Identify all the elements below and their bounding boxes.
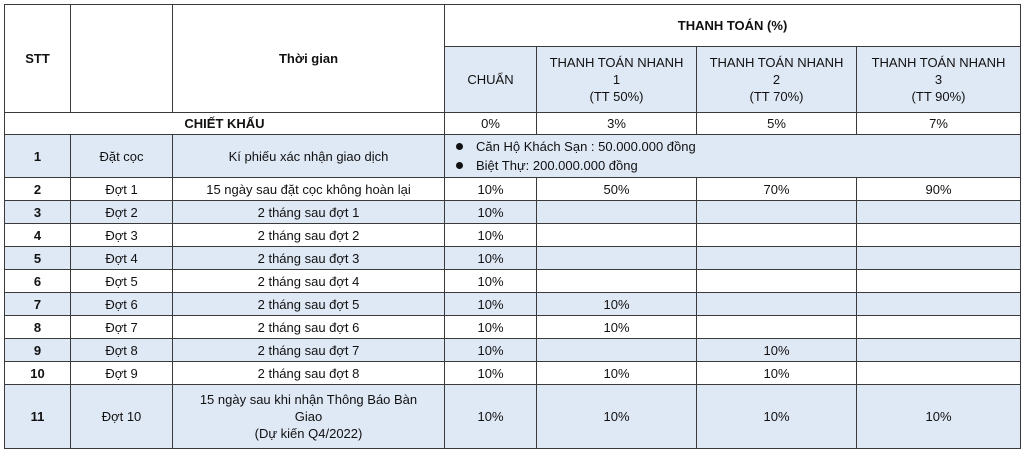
row-value: 10% [445, 270, 537, 293]
row-phase: Đợt 3 [71, 224, 173, 247]
row-value [537, 247, 697, 270]
row-time: 2 tháng sau đợt 4 [173, 270, 445, 293]
row-value: 10% [537, 316, 697, 339]
row-value: 10% [445, 201, 537, 224]
deposit-bullet-list [448, 137, 1017, 175]
row-stt: 8 [5, 316, 71, 339]
table-row [5, 178, 1021, 201]
row-value: 10% [445, 293, 537, 316]
row-value [697, 293, 857, 316]
row-stt: 7 [5, 293, 71, 316]
table-row [5, 224, 1021, 247]
discount-row [5, 113, 1021, 135]
row-phase: Đợt 8 [71, 339, 173, 362]
row-value: 10% [445, 178, 537, 201]
discount-value: 3% [537, 113, 697, 135]
row-value [537, 339, 697, 362]
row-value: 10% [537, 362, 697, 385]
discount-label: CHIẾT KHẤU [5, 113, 445, 135]
row-phase: Đợt 10 [71, 385, 173, 449]
row-phase: Đợt 5 [71, 270, 173, 293]
row-stt: 2 [5, 178, 71, 201]
table-row [5, 247, 1021, 270]
row-value: 10% [697, 339, 857, 362]
table-row [5, 270, 1021, 293]
row-value [857, 224, 1021, 247]
table-row [5, 316, 1021, 339]
deposit-row [5, 135, 1021, 178]
row-value [857, 247, 1021, 270]
row-stt: 4 [5, 224, 71, 247]
row-value: 10% [537, 385, 697, 449]
table-row [5, 362, 1021, 385]
deposit-amounts [445, 135, 1021, 178]
deposit-bullet-item [454, 156, 1017, 175]
row-stt: 10 [5, 362, 71, 385]
plan-line2: 1 [612, 72, 621, 87]
plan-line3: (TT 50%) [589, 89, 644, 104]
deposit-bullet-item [454, 137, 1017, 156]
row-value: 10% [445, 339, 537, 362]
plan-line1: CHUẨN [467, 72, 514, 87]
header-row-top [5, 5, 1021, 47]
header-plan-fast-1 [537, 47, 697, 113]
row-value: 10% [445, 247, 537, 270]
row-time: 2 tháng sau đợt 1 [173, 201, 445, 224]
row-value [857, 270, 1021, 293]
row-value: 50% [537, 178, 697, 201]
row-value [537, 270, 697, 293]
header-time: Thời gian [173, 5, 445, 113]
row-value [857, 339, 1021, 362]
row-value: 70% [697, 178, 857, 201]
table-row-last [5, 385, 1021, 449]
header-plan-fast-2 [697, 47, 857, 113]
row-value [537, 224, 697, 247]
deposit-bullet-text: Biệt Thự: 200.000.000 đồng [476, 158, 638, 173]
row-phase: Đợt 9 [71, 362, 173, 385]
plan-line2: 3 [934, 72, 943, 87]
discount-value: 0% [445, 113, 537, 135]
header-phase-blank [71, 5, 173, 113]
header-plan-fast-3 [857, 47, 1021, 113]
row-phase: Đợt 1 [71, 178, 173, 201]
row-phase: Đợt 7 [71, 316, 173, 339]
row-stt: 1 [5, 135, 71, 178]
row-value: 10% [857, 385, 1021, 449]
row-value: 10% [445, 362, 537, 385]
row-time [173, 385, 445, 449]
row-stt: 11 [5, 385, 71, 449]
row-value: 10% [445, 316, 537, 339]
row-stt: 9 [5, 339, 71, 362]
row-value [697, 247, 857, 270]
row-value [697, 316, 857, 339]
row-value: 90% [857, 178, 1021, 201]
bullet-icon [456, 162, 463, 169]
row-time: 2 tháng sau đợt 7 [173, 339, 445, 362]
row-value [697, 201, 857, 224]
table-row [5, 339, 1021, 362]
row-value: 10% [697, 385, 857, 449]
row-phase: Đợt 4 [71, 247, 173, 270]
table-row [5, 293, 1021, 316]
row-value [697, 270, 857, 293]
row-time-line: (Dự kiến Q4/2022) [254, 426, 363, 441]
plan-line1: THANH TOÁN NHANH [709, 55, 844, 70]
plan-line1: THANH TOÁN NHANH [871, 55, 1006, 70]
table-row [5, 201, 1021, 224]
row-stt: 6 [5, 270, 71, 293]
row-value [857, 293, 1021, 316]
row-value [857, 201, 1021, 224]
row-phase: Đợt 2 [71, 201, 173, 224]
row-phase: Đợt 6 [71, 293, 173, 316]
plan-line2: 2 [772, 72, 781, 87]
row-time: Kí phiếu xác nhận giao dịch [173, 135, 445, 178]
row-stt: 5 [5, 247, 71, 270]
row-time: 15 ngày sau đặt cọc không hoàn lại [173, 178, 445, 201]
discount-value: 5% [697, 113, 857, 135]
header-payment-title: THANH TOÁN (%) [445, 5, 1021, 47]
deposit-bullet-text: Căn Hộ Khách Sạn : 50.000.000 đồng [476, 139, 696, 154]
row-time: 2 tháng sau đợt 2 [173, 224, 445, 247]
payment-schedule-table [4, 4, 1021, 449]
row-value [697, 224, 857, 247]
plan-line3: (TT 70%) [749, 89, 804, 104]
row-phase: Đặt cọc [71, 135, 173, 178]
plan-line3: (TT 90%) [911, 89, 966, 104]
header-plan-standard [445, 47, 537, 113]
row-time: 2 tháng sau đợt 3 [173, 247, 445, 270]
bullet-icon [456, 143, 463, 150]
row-value: 10% [445, 224, 537, 247]
row-value: 10% [537, 293, 697, 316]
row-value [537, 201, 697, 224]
row-value: 10% [445, 385, 537, 449]
discount-value: 7% [857, 113, 1021, 135]
row-time: 2 tháng sau đợt 6 [173, 316, 445, 339]
row-time: 2 tháng sau đợt 5 [173, 293, 445, 316]
row-time-line: 15 ngày sau khi nhận Thông Báo Bàn [199, 392, 418, 407]
row-value [857, 362, 1021, 385]
row-stt: 3 [5, 201, 71, 224]
row-time: 2 tháng sau đợt 8 [173, 362, 445, 385]
plan-line1: THANH TOÁN NHANH [549, 55, 684, 70]
row-value [857, 316, 1021, 339]
row-value: 10% [697, 362, 857, 385]
row-time-line: Giao [294, 409, 323, 424]
header-stt: STT [5, 5, 71, 113]
